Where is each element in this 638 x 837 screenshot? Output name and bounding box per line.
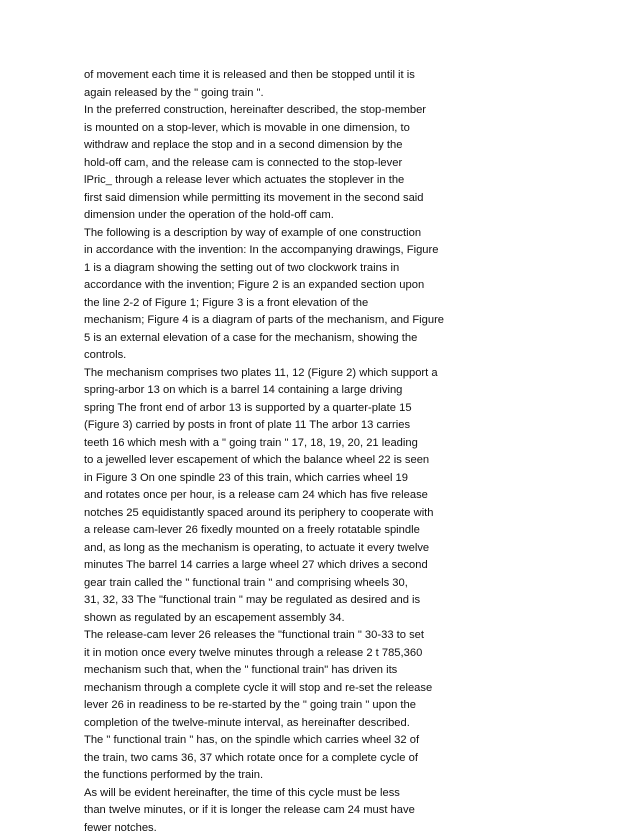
text-line: a release cam-lever 26 fixedly mounted on a freely rotatable spindle	[84, 522, 464, 540]
text-line: controls.	[84, 347, 464, 365]
text-line: 1 is a diagram showing the setting out of two clockwork trains in	[84, 260, 464, 278]
text-line: in accordance with the invention: In the accompanying drawings, Figure	[84, 242, 464, 260]
text-line: As will be evident hereinafter, the time of this cycle must be less	[84, 785, 464, 803]
text-line: the functions performed by the train.	[84, 767, 464, 785]
text-line: lPric_ through a release lever which actuates the stoplever in the	[84, 172, 464, 190]
text-line: shown as regulated by an escapement assembly 34.	[84, 610, 464, 628]
text-line: 5 is an external elevation of a case for the mechanism, showing the	[84, 330, 464, 348]
text-line: first said dimension while permitting its movement in the second said	[84, 190, 464, 208]
text-line: and, as long as the mechanism is operating, to actuate it every twelve	[84, 540, 464, 558]
text-line: spring The front end of arbor 13 is supported by a quarter-plate 15	[84, 400, 464, 418]
text-line: 31, 32, 33 The "functional train " may be regulated as desired and is	[84, 592, 464, 610]
text-line: hold-off cam, and the release cam is connected to the stop-lever	[84, 155, 464, 173]
text-line: The " functional train " has, on the spindle which carries wheel 32 of	[84, 732, 464, 750]
text-line: the line 2-2 of Figure 1; Figure 3 is a front elevation of the	[84, 295, 464, 313]
text-line: (Figure 3) carried by posts in front of plate 11 The arbor 13 carries	[84, 417, 464, 435]
text-line: dimension under the operation of the hold-off cam.	[84, 207, 464, 225]
text-line: is mounted on a stop-lever, which is movable in one dimension, to	[84, 120, 464, 138]
text-line: mechanism such that, when the " functional train" has driven its	[84, 662, 464, 680]
text-line: lever 26 in readiness to be re-started by the " going train " upon the	[84, 697, 464, 715]
text-line: completion of the twelve-minute interval, as hereinafter described.	[84, 715, 464, 733]
text-line: fewer notches.	[84, 820, 464, 837]
text-line: In the preferred construction, hereinafter described, the stop-member	[84, 102, 464, 120]
text-line: the train, two cams 36, 37 which rotate once for a complete cycle of	[84, 750, 464, 768]
text-line: accordance with the invention; Figure 2 is an expanded section upon	[84, 277, 464, 295]
text-line: teeth 16 which mesh with a " going train " 17, 18, 19, 20, 21 leading	[84, 435, 464, 453]
text-line: of movement each time it is released and then be stopped until it is	[84, 67, 464, 85]
text-line: again released by the " going train ".	[84, 85, 464, 103]
text-line: The mechanism comprises two plates 11, 12 (Figure 2) which support a	[84, 365, 464, 383]
text-line: it in motion once every twelve minutes through a release 2 t 785,360	[84, 645, 464, 663]
text-line: withdraw and replace the stop and in a second dimension by the	[84, 137, 464, 155]
text-line: to a jewelled lever escapement of which the balance wheel 22 is seen	[84, 452, 464, 470]
text-line: than twelve minutes, or if it is longer the release cam 24 must have	[84, 802, 464, 820]
text-line: spring-arbor 13 on which is a barrel 14 containing a large driving	[84, 382, 464, 400]
text-line: and rotates once per hour, is a release cam 24 which has five release	[84, 487, 464, 505]
text-line: The following is a description by way of example of one construction	[84, 225, 464, 243]
text-line: in Figure 3 On one spindle 23 of this train, which carries wheel 19	[84, 470, 464, 488]
text-line: mechanism; Figure 4 is a diagram of parts of the mechanism, and Figure	[84, 312, 464, 330]
text-line: The release-cam lever 26 releases the "functional train " 30-33 to set	[84, 627, 464, 645]
text-line: minutes The barrel 14 carries a large wheel 27 which drives a second	[84, 557, 464, 575]
body-text	[84, 67, 464, 837]
text-line: mechanism through a complete cycle it will stop and re-set the release	[84, 680, 464, 698]
text-line: gear train called the " functional train " and comprising wheels 30,	[84, 575, 464, 593]
text-line: notches 25 equidistantly spaced around its periphery to cooperate with	[84, 505, 464, 523]
